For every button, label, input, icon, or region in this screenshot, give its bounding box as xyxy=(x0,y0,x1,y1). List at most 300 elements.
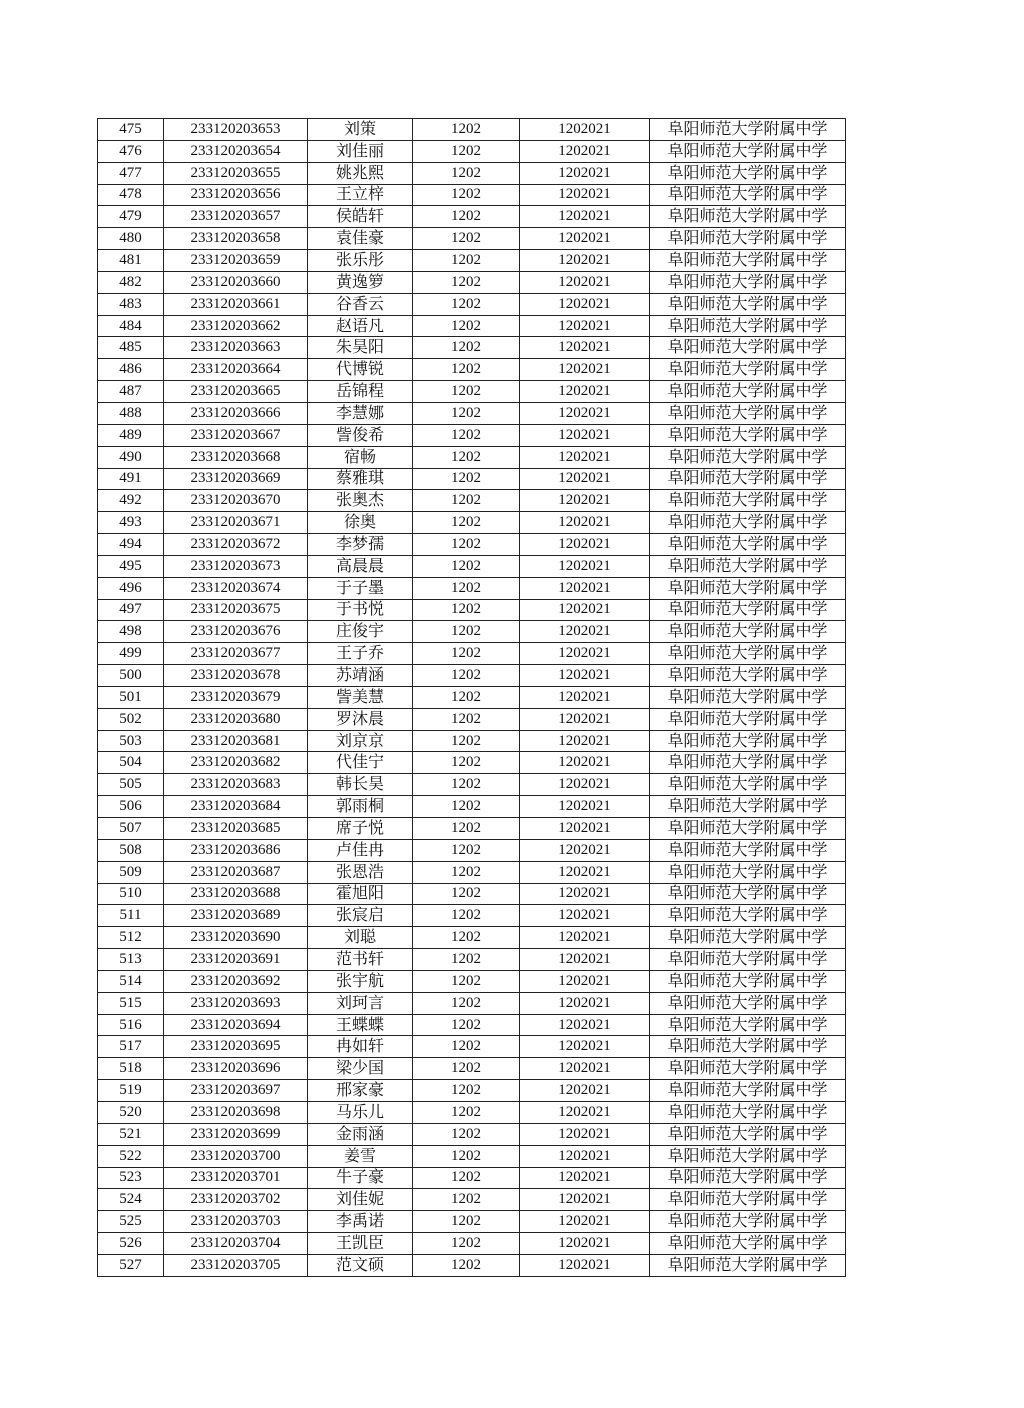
table-row xyxy=(98,1145,846,1167)
class-code-cell: 1202021 xyxy=(520,402,650,424)
class-code-cell: 1202021 xyxy=(520,446,650,468)
school-cell: 阜阳师范大学附属中学 xyxy=(650,774,846,796)
seq-cell: 475 xyxy=(98,119,164,141)
class-code-cell: 1202021 xyxy=(520,1014,650,1036)
name-cell: 袁佳豪 xyxy=(308,228,413,250)
name-cell: 黄逸箩 xyxy=(308,271,413,293)
class-code-cell: 1202021 xyxy=(520,949,650,971)
class-code-cell: 1202021 xyxy=(520,206,650,228)
school-cell: 阜阳师范大学附属中学 xyxy=(650,665,846,687)
name-cell: 王子乔 xyxy=(308,643,413,665)
name-cell: 张宸启 xyxy=(308,905,413,927)
table-row xyxy=(98,468,846,490)
table-row xyxy=(98,1036,846,1058)
class-code-cell: 1202021 xyxy=(520,708,650,730)
seq-cell: 485 xyxy=(98,337,164,359)
school-cell: 阜阳师范大学附属中学 xyxy=(650,1167,846,1189)
school-cell: 阜阳师范大学附属中学 xyxy=(650,184,846,206)
exam-id-cell: 233120203668 xyxy=(164,446,308,468)
seq-cell: 524 xyxy=(98,1189,164,1211)
name-cell: 郭雨桐 xyxy=(308,796,413,818)
school-cell: 阜阳师范大学附属中学 xyxy=(650,621,846,643)
table-row xyxy=(98,818,846,840)
code-cell: 1202 xyxy=(413,774,520,796)
name-cell: 冉如轩 xyxy=(308,1036,413,1058)
exam-id-cell: 233120203666 xyxy=(164,402,308,424)
table-row xyxy=(98,250,846,272)
class-code-cell: 1202021 xyxy=(520,730,650,752)
class-code-cell: 1202021 xyxy=(520,468,650,490)
class-code-cell: 1202021 xyxy=(520,686,650,708)
name-cell: 范文硕 xyxy=(308,1254,413,1276)
school-cell: 阜阳师范大学附属中学 xyxy=(650,1101,846,1123)
seq-cell: 516 xyxy=(98,1014,164,1036)
table-row xyxy=(98,752,846,774)
code-cell: 1202 xyxy=(413,643,520,665)
class-code-cell: 1202021 xyxy=(520,1123,650,1145)
exam-id-cell: 233120203696 xyxy=(164,1058,308,1080)
exam-id-cell: 233120203655 xyxy=(164,162,308,184)
school-cell: 阜阳师范大学附属中学 xyxy=(650,490,846,512)
table-row xyxy=(98,839,846,861)
class-code-cell: 1202021 xyxy=(520,621,650,643)
code-cell: 1202 xyxy=(413,883,520,905)
exam-id-cell: 233120203700 xyxy=(164,1145,308,1167)
class-code-cell: 1202021 xyxy=(520,1036,650,1058)
table-row xyxy=(98,490,846,512)
exam-id-cell: 233120203688 xyxy=(164,883,308,905)
seq-cell: 492 xyxy=(98,490,164,512)
name-cell: 牛子豪 xyxy=(308,1167,413,1189)
seq-cell: 478 xyxy=(98,184,164,206)
exam-id-cell: 233120203676 xyxy=(164,621,308,643)
class-code-cell: 1202021 xyxy=(520,1101,650,1123)
exam-id-cell: 233120203697 xyxy=(164,1080,308,1102)
code-cell: 1202 xyxy=(413,1254,520,1276)
school-cell: 阜阳师范大学附属中学 xyxy=(650,686,846,708)
seq-cell: 486 xyxy=(98,359,164,381)
name-cell: 岳锦程 xyxy=(308,381,413,403)
class-code-cell: 1202021 xyxy=(520,905,650,927)
name-cell: 姜雪 xyxy=(308,1145,413,1167)
code-cell: 1202 xyxy=(413,337,520,359)
seq-cell: 503 xyxy=(98,730,164,752)
school-cell: 阜阳师范大学附属中学 xyxy=(650,555,846,577)
class-code-cell: 1202021 xyxy=(520,927,650,949)
seq-cell: 495 xyxy=(98,555,164,577)
school-cell: 阜阳师范大学附属中学 xyxy=(650,949,846,971)
exam-id-cell: 233120203698 xyxy=(164,1101,308,1123)
seq-cell: 497 xyxy=(98,599,164,621)
code-cell: 1202 xyxy=(413,949,520,971)
table-row xyxy=(98,184,846,206)
code-cell: 1202 xyxy=(413,140,520,162)
table-row xyxy=(98,119,846,141)
code-cell: 1202 xyxy=(413,1036,520,1058)
school-cell: 阜阳师范大学附属中学 xyxy=(650,206,846,228)
name-cell: 刘策 xyxy=(308,119,413,141)
class-code-cell: 1202021 xyxy=(520,577,650,599)
name-cell: 梁少国 xyxy=(308,1058,413,1080)
exam-id-cell: 233120203684 xyxy=(164,796,308,818)
code-cell: 1202 xyxy=(413,752,520,774)
seq-cell: 515 xyxy=(98,992,164,1014)
school-cell: 阜阳师范大学附属中学 xyxy=(650,577,846,599)
code-cell: 1202 xyxy=(413,708,520,730)
table-row xyxy=(98,927,846,949)
exam-id-cell: 233120203656 xyxy=(164,184,308,206)
name-cell: 高晨晨 xyxy=(308,555,413,577)
table-row xyxy=(98,1189,846,1211)
code-cell: 1202 xyxy=(413,293,520,315)
seq-cell: 490 xyxy=(98,446,164,468)
class-code-cell: 1202021 xyxy=(520,555,650,577)
seq-cell: 493 xyxy=(98,512,164,534)
class-code-cell: 1202021 xyxy=(520,883,650,905)
seq-cell: 527 xyxy=(98,1254,164,1276)
code-cell: 1202 xyxy=(413,1189,520,1211)
seq-cell: 508 xyxy=(98,839,164,861)
table-row xyxy=(98,992,846,1014)
school-cell: 阜阳师范大学附属中学 xyxy=(650,228,846,250)
exam-id-cell: 233120203693 xyxy=(164,992,308,1014)
table-row xyxy=(98,1058,846,1080)
school-cell: 阜阳师范大学附属中学 xyxy=(650,381,846,403)
school-cell: 阜阳师范大学附属中学 xyxy=(650,1145,846,1167)
table-row xyxy=(98,1233,846,1255)
class-code-cell: 1202021 xyxy=(520,424,650,446)
exam-id-cell: 233120203658 xyxy=(164,228,308,250)
table-row xyxy=(98,1014,846,1036)
table-row xyxy=(98,1167,846,1189)
name-cell: 徐奥 xyxy=(308,512,413,534)
exam-id-cell: 233120203663 xyxy=(164,337,308,359)
school-cell: 阜阳师范大学附属中学 xyxy=(650,512,846,534)
class-code-cell: 1202021 xyxy=(520,1233,650,1255)
class-code-cell: 1202021 xyxy=(520,293,650,315)
school-cell: 阜阳师范大学附属中学 xyxy=(650,905,846,927)
seq-cell: 483 xyxy=(98,293,164,315)
code-cell: 1202 xyxy=(413,184,520,206)
exam-id-cell: 233120203669 xyxy=(164,468,308,490)
name-cell: 罗沐晨 xyxy=(308,708,413,730)
school-cell: 阜阳师范大学附属中学 xyxy=(650,730,846,752)
school-cell: 阜阳师范大学附属中学 xyxy=(650,424,846,446)
exam-id-cell: 233120203683 xyxy=(164,774,308,796)
table-row xyxy=(98,140,846,162)
school-cell: 阜阳师范大学附属中学 xyxy=(650,140,846,162)
class-code-cell: 1202021 xyxy=(520,599,650,621)
school-cell: 阜阳师范大学附属中学 xyxy=(650,119,846,141)
table-row xyxy=(98,621,846,643)
seq-cell: 487 xyxy=(98,381,164,403)
exam-id-cell: 233120203665 xyxy=(164,381,308,403)
exam-id-cell: 233120203701 xyxy=(164,1167,308,1189)
seq-cell: 484 xyxy=(98,315,164,337)
school-cell: 阜阳师范大学附属中学 xyxy=(650,1211,846,1233)
class-code-cell: 1202021 xyxy=(520,534,650,556)
table-row xyxy=(98,271,846,293)
seq-cell: 502 xyxy=(98,708,164,730)
name-cell: 李梦孺 xyxy=(308,534,413,556)
code-cell: 1202 xyxy=(413,905,520,927)
code-cell: 1202 xyxy=(413,818,520,840)
school-cell: 阜阳师范大学附属中学 xyxy=(650,599,846,621)
name-cell: 金雨涵 xyxy=(308,1123,413,1145)
name-cell: 李禹诺 xyxy=(308,1211,413,1233)
code-cell: 1202 xyxy=(413,577,520,599)
name-cell: 霍旭阳 xyxy=(308,883,413,905)
exam-id-cell: 233120203695 xyxy=(164,1036,308,1058)
exam-id-cell: 233120203670 xyxy=(164,490,308,512)
seq-cell: 525 xyxy=(98,1211,164,1233)
code-cell: 1202 xyxy=(413,1080,520,1102)
code-cell: 1202 xyxy=(413,1101,520,1123)
name-cell: 朱昊阳 xyxy=(308,337,413,359)
class-code-cell: 1202021 xyxy=(520,119,650,141)
name-cell: 刘佳妮 xyxy=(308,1189,413,1211)
seq-cell: 519 xyxy=(98,1080,164,1102)
name-cell: 范书轩 xyxy=(308,949,413,971)
code-cell: 1202 xyxy=(413,534,520,556)
school-cell: 阜阳师范大学附属中学 xyxy=(650,1080,846,1102)
class-code-cell: 1202021 xyxy=(520,1145,650,1167)
table-row xyxy=(98,883,846,905)
table-row xyxy=(98,446,846,468)
seq-cell: 507 xyxy=(98,818,164,840)
class-code-cell: 1202021 xyxy=(520,1189,650,1211)
school-cell: 阜阳师范大学附属中学 xyxy=(650,293,846,315)
school-cell: 阜阳师范大学附属中学 xyxy=(650,752,846,774)
name-cell: 王凯臣 xyxy=(308,1233,413,1255)
name-cell: 王蝶蝶 xyxy=(308,1014,413,1036)
code-cell: 1202 xyxy=(413,992,520,1014)
code-cell: 1202 xyxy=(413,599,520,621)
code-cell: 1202 xyxy=(413,250,520,272)
code-cell: 1202 xyxy=(413,490,520,512)
school-cell: 阜阳师范大学附属中学 xyxy=(650,1058,846,1080)
name-cell: 蔡雅琪 xyxy=(308,468,413,490)
table-row xyxy=(98,970,846,992)
seq-cell: 520 xyxy=(98,1101,164,1123)
code-cell: 1202 xyxy=(413,315,520,337)
name-cell: 刘珂言 xyxy=(308,992,413,1014)
code-cell: 1202 xyxy=(413,228,520,250)
table-row xyxy=(98,381,846,403)
name-cell: 马乐儿 xyxy=(308,1101,413,1123)
code-cell: 1202 xyxy=(413,446,520,468)
name-cell: 张奥杰 xyxy=(308,490,413,512)
school-cell: 阜阳师范大学附属中学 xyxy=(650,708,846,730)
name-cell: 邢家豪 xyxy=(308,1080,413,1102)
code-cell: 1202 xyxy=(413,621,520,643)
exam-id-cell: 233120203703 xyxy=(164,1211,308,1233)
seq-cell: 510 xyxy=(98,883,164,905)
code-cell: 1202 xyxy=(413,402,520,424)
school-cell: 阜阳师范大学附属中学 xyxy=(650,927,846,949)
seq-cell: 496 xyxy=(98,577,164,599)
exam-id-cell: 233120203682 xyxy=(164,752,308,774)
exam-id-cell: 233120203660 xyxy=(164,271,308,293)
class-code-cell: 1202021 xyxy=(520,818,650,840)
class-code-cell: 1202021 xyxy=(520,490,650,512)
name-cell: 席子悦 xyxy=(308,818,413,840)
school-cell: 阜阳师范大学附属中学 xyxy=(650,1254,846,1276)
code-cell: 1202 xyxy=(413,555,520,577)
school-cell: 阜阳师范大学附属中学 xyxy=(650,1014,846,1036)
exam-id-cell: 233120203687 xyxy=(164,861,308,883)
exam-id-cell: 233120203667 xyxy=(164,424,308,446)
table-row xyxy=(98,643,846,665)
class-code-cell: 1202021 xyxy=(520,271,650,293)
class-code-cell: 1202021 xyxy=(520,992,650,1014)
code-cell: 1202 xyxy=(413,839,520,861)
table-row xyxy=(98,577,846,599)
table-row xyxy=(98,708,846,730)
seq-cell: 499 xyxy=(98,643,164,665)
roster-table xyxy=(97,118,846,1277)
name-cell: 刘佳丽 xyxy=(308,140,413,162)
seq-cell: 513 xyxy=(98,949,164,971)
school-cell: 阜阳师范大学附属中学 xyxy=(650,271,846,293)
class-code-cell: 1202021 xyxy=(520,665,650,687)
code-cell: 1202 xyxy=(413,381,520,403)
code-cell: 1202 xyxy=(413,1145,520,1167)
seq-cell: 521 xyxy=(98,1123,164,1145)
class-code-cell: 1202021 xyxy=(520,337,650,359)
name-cell: 侯皓轩 xyxy=(308,206,413,228)
class-code-cell: 1202021 xyxy=(520,512,650,534)
school-cell: 阜阳师范大学附属中学 xyxy=(650,861,846,883)
exam-id-cell: 233120203704 xyxy=(164,1233,308,1255)
name-cell: 李慧娜 xyxy=(308,402,413,424)
exam-id-cell: 233120203671 xyxy=(164,512,308,534)
exam-id-cell: 233120203675 xyxy=(164,599,308,621)
exam-id-cell: 233120203694 xyxy=(164,1014,308,1036)
code-cell: 1202 xyxy=(413,1211,520,1233)
school-cell: 阜阳师范大学附属中学 xyxy=(650,534,846,556)
seq-cell: 500 xyxy=(98,665,164,687)
exam-id-cell: 233120203699 xyxy=(164,1123,308,1145)
name-cell: 刘京京 xyxy=(308,730,413,752)
code-cell: 1202 xyxy=(413,1058,520,1080)
exam-id-cell: 233120203657 xyxy=(164,206,308,228)
school-cell: 阜阳师范大学附属中学 xyxy=(650,446,846,468)
class-code-cell: 1202021 xyxy=(520,839,650,861)
seq-cell: 509 xyxy=(98,861,164,883)
seq-cell: 501 xyxy=(98,686,164,708)
name-cell: 代佳宁 xyxy=(308,752,413,774)
seq-cell: 518 xyxy=(98,1058,164,1080)
name-cell: 张恩浩 xyxy=(308,861,413,883)
table-row xyxy=(98,730,846,752)
exam-id-cell: 233120203662 xyxy=(164,315,308,337)
name-cell: 于子墨 xyxy=(308,577,413,599)
seq-cell: 517 xyxy=(98,1036,164,1058)
table-row xyxy=(98,534,846,556)
class-code-cell: 1202021 xyxy=(520,250,650,272)
class-code-cell: 1202021 xyxy=(520,228,650,250)
exam-id-cell: 233120203664 xyxy=(164,359,308,381)
code-cell: 1202 xyxy=(413,468,520,490)
school-cell: 阜阳师范大学附属中学 xyxy=(650,796,846,818)
name-cell: 代博锐 xyxy=(308,359,413,381)
exam-id-cell: 233120203679 xyxy=(164,686,308,708)
school-cell: 阜阳师范大学附属中学 xyxy=(650,468,846,490)
exam-id-cell: 233120203654 xyxy=(164,140,308,162)
table-row xyxy=(98,228,846,250)
seq-cell: 480 xyxy=(98,228,164,250)
seq-cell: 489 xyxy=(98,424,164,446)
class-code-cell: 1202021 xyxy=(520,359,650,381)
class-code-cell: 1202021 xyxy=(520,752,650,774)
code-cell: 1202 xyxy=(413,271,520,293)
name-cell: 谷香云 xyxy=(308,293,413,315)
exam-id-cell: 233120203692 xyxy=(164,970,308,992)
name-cell: 韩长昊 xyxy=(308,774,413,796)
school-cell: 阜阳师范大学附属中学 xyxy=(650,402,846,424)
name-cell: 訾俊希 xyxy=(308,424,413,446)
exam-id-cell: 233120203673 xyxy=(164,555,308,577)
class-code-cell: 1202021 xyxy=(520,315,650,337)
exam-id-cell: 233120203690 xyxy=(164,927,308,949)
seq-cell: 482 xyxy=(98,271,164,293)
name-cell: 卢佳冉 xyxy=(308,839,413,861)
code-cell: 1202 xyxy=(413,206,520,228)
exam-id-cell: 233120203685 xyxy=(164,818,308,840)
class-code-cell: 1202021 xyxy=(520,861,650,883)
school-cell: 阜阳师范大学附属中学 xyxy=(650,250,846,272)
name-cell: 宿畅 xyxy=(308,446,413,468)
table-row xyxy=(98,555,846,577)
name-cell: 于书悦 xyxy=(308,599,413,621)
seq-cell: 476 xyxy=(98,140,164,162)
exam-id-cell: 233120203686 xyxy=(164,839,308,861)
name-cell: 王立梓 xyxy=(308,184,413,206)
code-cell: 1202 xyxy=(413,1014,520,1036)
name-cell: 訾美慧 xyxy=(308,686,413,708)
exam-id-cell: 233120203680 xyxy=(164,708,308,730)
seq-cell: 498 xyxy=(98,621,164,643)
exam-id-cell: 233120203677 xyxy=(164,643,308,665)
school-cell: 阜阳师范大学附属中学 xyxy=(650,970,846,992)
table-row xyxy=(98,796,846,818)
seq-cell: 505 xyxy=(98,774,164,796)
code-cell: 1202 xyxy=(413,1233,520,1255)
code-cell: 1202 xyxy=(413,424,520,446)
table-row xyxy=(98,424,846,446)
exam-id-cell: 233120203672 xyxy=(164,534,308,556)
table-row xyxy=(98,1123,846,1145)
table-row xyxy=(98,293,846,315)
exam-id-cell: 233120203661 xyxy=(164,293,308,315)
table-row xyxy=(98,774,846,796)
roster-body xyxy=(98,119,846,1277)
class-code-cell: 1202021 xyxy=(520,643,650,665)
name-cell: 张宇航 xyxy=(308,970,413,992)
school-cell: 阜阳师范大学附属中学 xyxy=(650,359,846,381)
table-row xyxy=(98,337,846,359)
class-code-cell: 1202021 xyxy=(520,1211,650,1233)
seq-cell: 479 xyxy=(98,206,164,228)
school-cell: 阜阳师范大学附属中学 xyxy=(650,1036,846,1058)
table-row xyxy=(98,905,846,927)
name-cell: 刘聪 xyxy=(308,927,413,949)
class-code-cell: 1202021 xyxy=(520,381,650,403)
class-code-cell: 1202021 xyxy=(520,162,650,184)
class-code-cell: 1202021 xyxy=(520,970,650,992)
class-code-cell: 1202021 xyxy=(520,1254,650,1276)
